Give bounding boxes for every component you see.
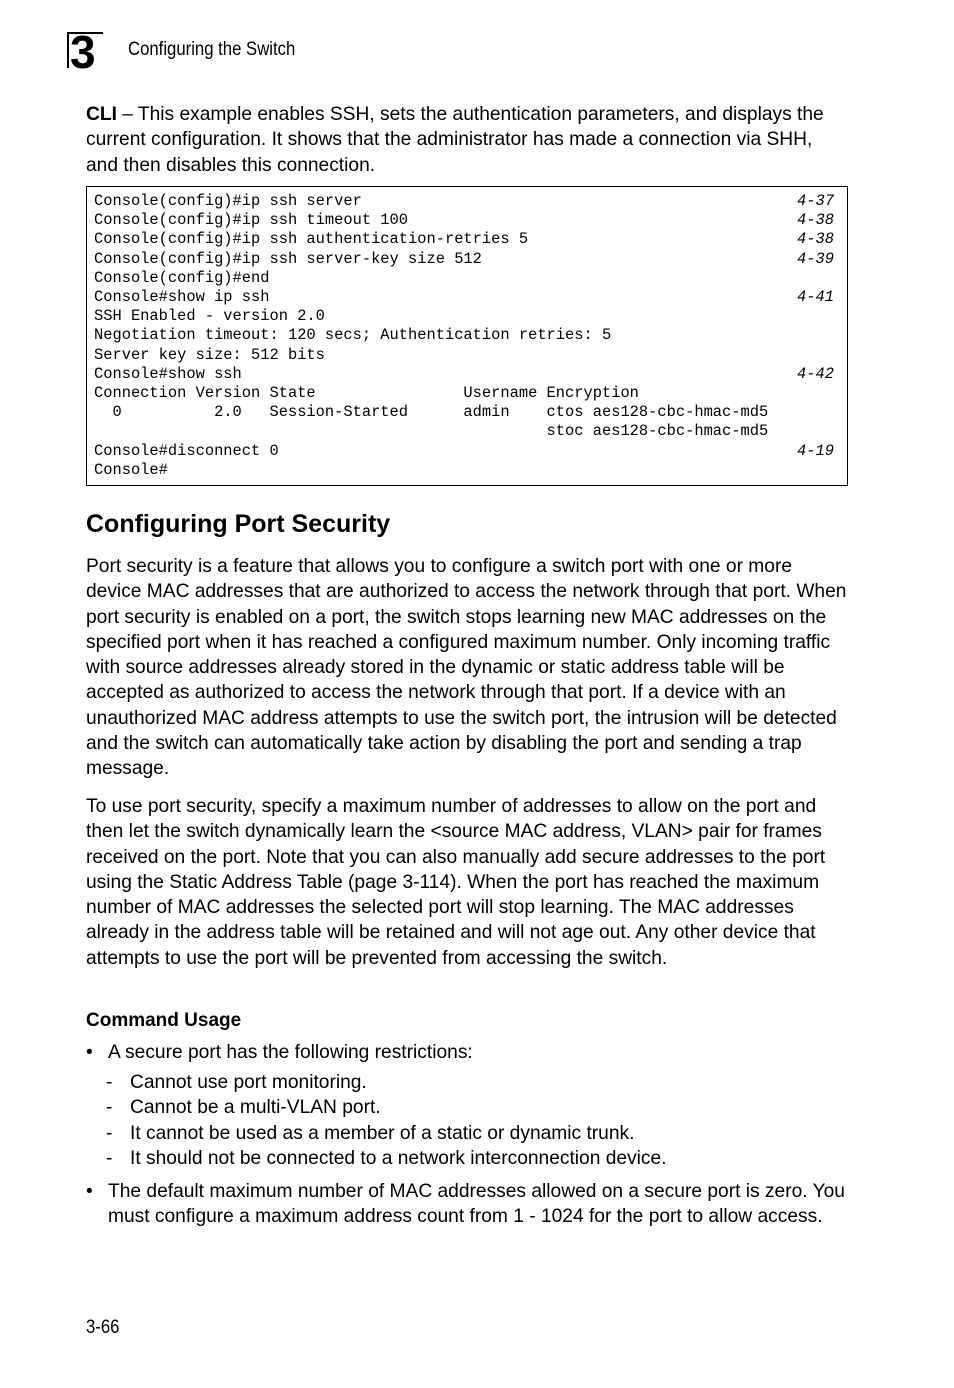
code-text: Console# xyxy=(94,460,168,479)
code-line xyxy=(94,250,834,269)
code-text: Console#disconnect 0 xyxy=(94,441,279,460)
command-reference: 4-19 xyxy=(797,441,834,460)
running-header: Configuring the Switch xyxy=(128,39,296,60)
code-line xyxy=(94,288,834,307)
page-number: 3-66 xyxy=(86,1317,120,1338)
code-text: 0 2.0 Session-Started admin ctos aes128-cbc-hmac-md5 xyxy=(94,403,769,422)
dash-marker: - xyxy=(106,1148,113,1169)
code-line xyxy=(94,461,834,480)
dash-marker: - xyxy=(106,1097,113,1118)
code-text: Console(config)#ip ssh authentication-retries 5 xyxy=(94,230,529,249)
code-text: Server key size: 512 bits xyxy=(94,345,325,364)
code-line xyxy=(94,346,834,365)
code-line xyxy=(94,269,834,288)
dash-marker: - xyxy=(106,1123,113,1144)
bullet-marker: • xyxy=(86,1042,93,1063)
cli-example-box xyxy=(86,186,848,486)
bullet-text: The default maximum number of MAC addresses allowed on a secure port is zero. You must configure a maximum address count from 1 - 1024 for the port to allow access. xyxy=(108,1181,845,1228)
bullet-marker: • xyxy=(86,1181,93,1202)
bullet-text: A secure port has the following restrictions: xyxy=(108,1042,473,1063)
dash-marker: - xyxy=(106,1072,113,1093)
section-title: Configuring Port Security xyxy=(86,510,391,538)
code-text: Console#show ssh xyxy=(94,364,242,383)
code-line xyxy=(94,192,834,211)
code-text: Console(config)#ip ssh server-key size 512 xyxy=(94,249,482,268)
code-text: Connection Version State Username Encryption xyxy=(94,384,639,402)
intro-text: – This example enables SSH, sets the authentication parameters, and displays the current configuration. It shows that the administrator has made a connection via SHH, and then disables this connection. xyxy=(86,104,824,176)
intro-paragraph xyxy=(86,102,848,178)
body-paragraph-1: Port security is a feature that allows you to configure a switch port with one or more device MAC addresses that are authorized to access the network through that port. When port security is enabled on a port, the switch stops learning new MAC addresses on the specified port when it has reached a configured maximum number. Only incoming traffic with source addresses already stored in the dynamic or static address table will be accepted as authorized to access the network through that port. If a device with an unauthorized MAC address attempts to use the switch port, the intrusion will be detected and the switch can automatically take action by disabling the port and sending a trap message. xyxy=(86,556,847,780)
code-line xyxy=(94,384,834,403)
command-reference: 4-38 xyxy=(797,211,834,230)
code-line xyxy=(94,211,834,230)
body-paragraph-2: To use port security, specify a maximum number of addresses to allow on the port and then let the switch dynamically learn the <source MAC address, VLAN> pair for frames received on the port. Note that you can also manually add secure addresses to the port using the Static Address Table (page 3-114). When the port has reached the maximum number of MAC addresses the selected port will stop learning. The MAC addresses already in the address table will be retained and will not age out. Any other device that attempts to use the port will be prevented from accessing the switch. xyxy=(86,796,826,969)
code-text: Console(config)#end xyxy=(94,268,270,287)
code-line xyxy=(94,326,834,345)
code-text: Console(config)#ip ssh timeout 100 xyxy=(94,211,409,230)
command-reference: 4-42 xyxy=(797,364,834,383)
code-text: SSH Enabled - version 2.0 xyxy=(94,307,325,326)
command-reference: 4-38 xyxy=(797,230,834,249)
restriction-text: It should not be connected to a network interconnection device. xyxy=(130,1148,667,1169)
command-reference: 4-41 xyxy=(797,288,834,306)
chapter-number: 3 xyxy=(70,26,95,78)
code-line xyxy=(94,365,834,384)
command-usage-heading: Command Usage xyxy=(86,1010,242,1031)
code-line xyxy=(94,230,834,249)
command-reference: 4-39 xyxy=(797,249,834,268)
restriction-text: It cannot be used as a member of a static or dynamic trunk. xyxy=(130,1123,635,1144)
restriction-text: Cannot use port monitoring. xyxy=(130,1072,367,1093)
code-text: Console#show ip ssh xyxy=(94,288,270,306)
code-text: Negotiation timeout: 120 secs; Authentication retries: 5 xyxy=(94,326,612,345)
code-line xyxy=(94,422,834,441)
code-text: stoc aes128-cbc-hmac-md5 xyxy=(94,422,769,441)
code-text: Console(config)#ip ssh server xyxy=(94,192,362,210)
intro-label: CLI xyxy=(86,104,117,125)
code-line xyxy=(94,403,834,422)
restriction-text: Cannot be a multi-VLAN port. xyxy=(130,1097,381,1118)
command-reference: 4-37 xyxy=(797,192,834,210)
code-line xyxy=(94,442,834,461)
code-line xyxy=(94,307,834,326)
